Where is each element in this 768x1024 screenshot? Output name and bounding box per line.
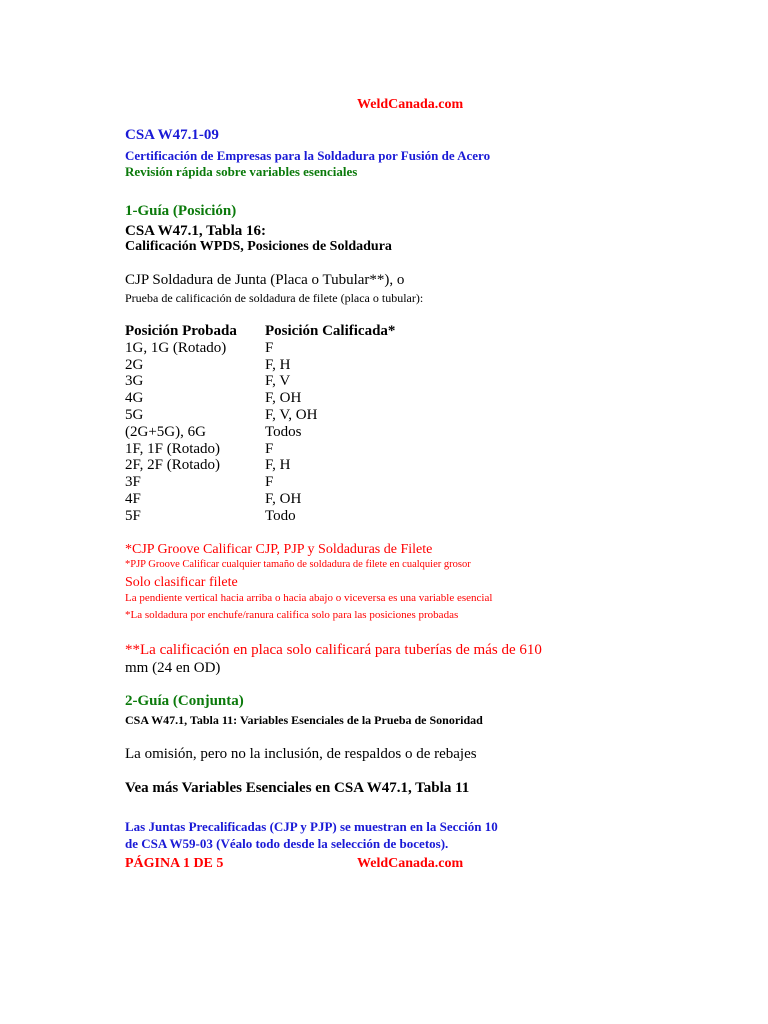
guide2-table-ref: CSA W47.1, Tabla 11: Variables Esenciales de la Prueba de Sonoridad	[125, 713, 483, 727]
tested-position: 3G	[125, 373, 144, 390]
qualified-position: F, V	[265, 373, 291, 390]
guide1-intro-1: CJP Soldadura de Junta (Placa o Tubular**), o	[125, 272, 405, 288]
guide1-heading: 1-Guía (Posición)	[125, 203, 237, 219]
qualified-position: F, OH	[265, 390, 302, 407]
qualified-position: F	[265, 440, 274, 457]
qualified-position: F	[265, 474, 274, 491]
note-pjp-groove: *PJP Groove Calificar cualquier tamaño de soldadura de filete en cualquier grosor	[125, 559, 471, 570]
tested-position: 5G	[125, 406, 144, 423]
note-plug-slot: *La soldadura por enchufe/ranura califica solo para las posiciones probadas	[125, 609, 459, 621]
tested-position: (2G+5G), 6G	[125, 423, 206, 440]
tested-position: 4F	[125, 490, 141, 507]
tested-position: 3F	[125, 474, 141, 491]
guide2-text: La omisión, pero no la inclusión, de respaldos o de rebajes	[125, 746, 477, 762]
tested-position: 2F, 2F (Rotado)	[125, 457, 221, 474]
tested-position: 1G, 1G (Rotado)	[125, 339, 227, 356]
guide2-heading: 2-Guía (Conjunta)	[125, 693, 244, 709]
qualified-position: F, V, OH	[265, 406, 318, 423]
note-plate-qualification: **La calificación en placa solo calificará para tuberías de más de 610	[125, 642, 542, 658]
tested-position: 5F	[125, 507, 141, 524]
header-tested-position: Posición Probada	[125, 323, 237, 339]
guide1-intro-2: Prueba de calificación de soldadura de filete (placa o tubular):	[125, 291, 424, 305]
tested-position: 1F, 1F (Rotado)	[125, 440, 221, 457]
tested-position: 4G	[125, 390, 144, 407]
qualified-position: F, H	[265, 457, 291, 474]
guide1-table-ref: CSA W47.1, Tabla 16:	[125, 223, 267, 239]
note-plate-qualification-cont: mm (24 en OD)	[125, 660, 221, 676]
header-site: WeldCanada.com	[357, 97, 464, 112]
qualified-position: F, OH	[265, 490, 302, 507]
guide2-more: Vea más Variables Esenciales en CSA W47.1, Tabla 11	[125, 780, 470, 796]
guide1-table-title: Calificación WPDS, Posiciones de Soldadura	[125, 239, 392, 254]
qualified-position: Todo	[265, 507, 296, 524]
doc-subtitle: Certificación de Empresas para la Soldadura por Fusión de Acero	[125, 148, 491, 163]
prequalified-line-1: Las Juntas Precalificadas (CJP y PJP) se muestran en la Sección 10	[125, 819, 498, 834]
qualified-position: F, H	[265, 356, 291, 373]
footer-page-number: PÁGINA 1 DE 5	[125, 856, 224, 871]
qualified-position: Todos	[265, 423, 302, 440]
note-fillet-only: Solo clasificar filete	[125, 575, 238, 590]
footer-site: WeldCanada.com	[357, 856, 464, 871]
note-vertical-slope: La pendiente vertical hacia arriba o hacia abajo o viceversa es una variable esencial	[125, 592, 493, 604]
qualified-position: F	[265, 339, 274, 356]
tested-position: 2G	[125, 356, 144, 373]
header-qualified-position: Posición Calificada*	[265, 323, 396, 339]
prequalified-line-2: de CSA W59-03 (Véalo todo desde la selección de bocetos).	[125, 836, 449, 851]
doc-code: CSA W47.1-09	[125, 127, 219, 143]
doc-subtitle-2: Revisión rápida sobre variables esenciales	[125, 164, 358, 179]
note-cjp-groove: *CJP Groove Calificar CJP, PJP y Soldaduras de Filete	[125, 542, 433, 557]
